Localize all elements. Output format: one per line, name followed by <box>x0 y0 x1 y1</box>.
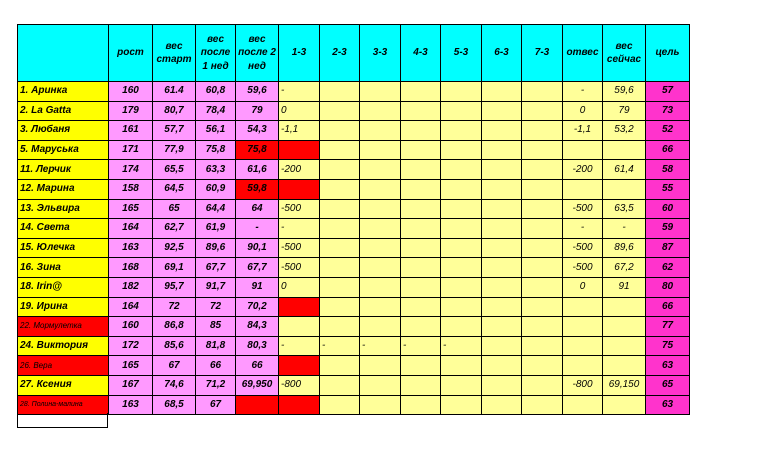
header-weight-week2: вес после 2 нед <box>236 25 279 82</box>
cell-otv: -500 <box>563 238 603 258</box>
cell-d3 <box>360 395 401 415</box>
cell-goal: 52 <box>646 121 690 141</box>
cell-w2: 84,3 <box>236 317 279 337</box>
cell-h: 165 <box>109 356 153 376</box>
cell-d4 <box>401 297 441 317</box>
cell-d4 <box>401 160 441 180</box>
cell-d6 <box>482 82 522 102</box>
cell-s: 72 <box>153 297 196 317</box>
cell-d7 <box>522 199 563 219</box>
cell-goal: 80 <box>646 277 690 297</box>
cell-d2 <box>320 101 360 121</box>
cell-d7 <box>522 375 563 395</box>
cell-now: 91 <box>603 277 646 297</box>
cell-d2 <box>320 121 360 141</box>
cell-d4 <box>401 356 441 376</box>
cell-d2 <box>320 297 360 317</box>
cell-w2: 61,6 <box>236 160 279 180</box>
header-height: рост <box>109 25 153 82</box>
cell-d1 <box>279 395 320 415</box>
cell-s: 95,7 <box>153 277 196 297</box>
cell-d6 <box>482 219 522 239</box>
cell-d6 <box>482 140 522 160</box>
cell-d5 <box>441 199 482 219</box>
cell-w2: 64 <box>236 199 279 219</box>
cell-d5 <box>441 82 482 102</box>
cell-d3 <box>360 160 401 180</box>
cell-d5 <box>441 317 482 337</box>
participant-name: 11. Лерчик <box>18 160 109 180</box>
cell-d3 <box>360 140 401 160</box>
cell-d2 <box>320 277 360 297</box>
participant-name: 15. Юлечка <box>18 238 109 258</box>
cell-goal: 55 <box>646 179 690 199</box>
cell-w2: 67,7 <box>236 258 279 278</box>
cell-d2 <box>320 356 360 376</box>
cell-s: 67 <box>153 356 196 376</box>
cell-otv <box>563 395 603 415</box>
cell-otv: -500 <box>563 258 603 278</box>
cell-d1: 0 <box>279 101 320 121</box>
cell-now: 63,5 <box>603 199 646 219</box>
cell-w2: 75,8 <box>236 140 279 160</box>
cell-d7 <box>522 160 563 180</box>
cell-now: 61,4 <box>603 160 646 180</box>
cell-d5 <box>441 238 482 258</box>
cell-d3 <box>360 179 401 199</box>
cell-w1: 67 <box>196 395 236 415</box>
table-row <box>18 395 690 415</box>
cell-d4 <box>401 258 441 278</box>
cell-h: 171 <box>109 140 153 160</box>
cell-goal: 73 <box>646 101 690 121</box>
participant-name: 12. Марина <box>18 179 109 199</box>
cell-d3 <box>360 375 401 395</box>
cell-otv: -500 <box>563 199 603 219</box>
cell-d2 <box>320 375 360 395</box>
cell-s: 80,7 <box>153 101 196 121</box>
table-row <box>18 179 690 199</box>
cell-d5 <box>441 101 482 121</box>
cell-d1: -800 <box>279 375 320 395</box>
header-weight-now: вес сейчас <box>603 25 646 82</box>
cell-goal: 66 <box>646 297 690 317</box>
cell-d1 <box>279 179 320 199</box>
cell-d4 <box>401 82 441 102</box>
header-weight-week1: вес после 1 нед <box>196 25 236 82</box>
cell-d3 <box>360 199 401 219</box>
cell-otv: - <box>563 219 603 239</box>
cell-now <box>603 395 646 415</box>
cell-goal: 59 <box>646 219 690 239</box>
cell-h: 168 <box>109 258 153 278</box>
cell-d6 <box>482 395 522 415</box>
cell-d6 <box>482 101 522 121</box>
table-row <box>18 199 690 219</box>
cell-d5 <box>441 297 482 317</box>
cell-now <box>603 297 646 317</box>
cell-otv <box>563 317 603 337</box>
cell-w1: 78,4 <box>196 101 236 121</box>
cell-h: 164 <box>109 219 153 239</box>
cell-d1: - <box>279 336 320 356</box>
cell-d2 <box>320 395 360 415</box>
cell-d4 <box>401 101 441 121</box>
header-week3-day3: 3-3 <box>360 25 401 82</box>
cell-w2 <box>236 395 279 415</box>
cell-d7 <box>522 140 563 160</box>
participant-name: 24. Виктория <box>18 336 109 356</box>
header-week3-day7: 7-3 <box>522 25 563 82</box>
cell-d2 <box>320 160 360 180</box>
table-row <box>18 219 690 239</box>
cell-d2 <box>320 179 360 199</box>
cell-otv <box>563 297 603 317</box>
cell-now: 69,150 <box>603 375 646 395</box>
cell-d4: - <box>401 336 441 356</box>
cell-w1: 66 <box>196 356 236 376</box>
cell-d6 <box>482 317 522 337</box>
header-week3-day4: 4-3 <box>401 25 441 82</box>
cell-w1: 75,8 <box>196 140 236 160</box>
cell-d7 <box>522 336 563 356</box>
cell-d4 <box>401 121 441 141</box>
cell-d4 <box>401 179 441 199</box>
table-row <box>18 238 690 258</box>
cell-d2 <box>320 258 360 278</box>
participant-name: 22. Мормулетка <box>18 317 109 337</box>
cell-otv: -800 <box>563 375 603 395</box>
cell-w1: 67,7 <box>196 258 236 278</box>
cell-d4 <box>401 140 441 160</box>
cell-d7 <box>522 356 563 376</box>
cell-d5 <box>441 277 482 297</box>
cell-goal: 57 <box>646 82 690 102</box>
cell-d4 <box>401 395 441 415</box>
header-week3-day1: 1-3 <box>279 25 320 82</box>
cell-now <box>603 356 646 376</box>
cell-d1 <box>279 356 320 376</box>
table-row <box>18 101 690 121</box>
cell-h: 158 <box>109 179 153 199</box>
cell-goal: 63 <box>646 395 690 415</box>
cell-d2 <box>320 219 360 239</box>
cell-w2: 69,950 <box>236 375 279 395</box>
table-row <box>18 160 690 180</box>
cell-goal: 87 <box>646 238 690 258</box>
cell-d4 <box>401 199 441 219</box>
cell-s: 69,1 <box>153 258 196 278</box>
cell-d7 <box>522 395 563 415</box>
header-week3-day5: 5-3 <box>441 25 482 82</box>
cell-otv: -200 <box>563 160 603 180</box>
cell-goal: 60 <box>646 199 690 219</box>
weight-loss-table <box>17 24 690 415</box>
cell-goal: 62 <box>646 258 690 278</box>
cell-h: 160 <box>109 82 153 102</box>
cell-s: 57,7 <box>153 121 196 141</box>
cell-now: 89,6 <box>603 238 646 258</box>
participant-name: 3. Любаня <box>18 121 109 141</box>
cell-now <box>603 179 646 199</box>
cell-d6 <box>482 297 522 317</box>
cell-h: 167 <box>109 375 153 395</box>
cell-d1: -500 <box>279 238 320 258</box>
cell-h: 172 <box>109 336 153 356</box>
cell-d3 <box>360 317 401 337</box>
cell-h: 163 <box>109 238 153 258</box>
cell-s: 86,8 <box>153 317 196 337</box>
cell-w1: 61,9 <box>196 219 236 239</box>
cell-w1: 72 <box>196 297 236 317</box>
cell-d4 <box>401 277 441 297</box>
cell-s: 62,7 <box>153 219 196 239</box>
cell-d3 <box>360 101 401 121</box>
header-cell-blank <box>18 25 109 82</box>
cell-d1: -200 <box>279 160 320 180</box>
cell-otv: -1,1 <box>563 121 603 141</box>
header-week3-day2: 2-3 <box>320 25 360 82</box>
cell-d3 <box>360 356 401 376</box>
cell-d1: 0 <box>279 277 320 297</box>
cell-d5 <box>441 160 482 180</box>
cell-d5 <box>441 140 482 160</box>
cell-d3 <box>360 277 401 297</box>
cell-d5: - <box>441 336 482 356</box>
cell-otv <box>563 336 603 356</box>
cell-w1: 89,6 <box>196 238 236 258</box>
cell-w2: 70,2 <box>236 297 279 317</box>
cell-d1 <box>279 317 320 337</box>
cell-w2: 91 <box>236 277 279 297</box>
cell-s: 64,5 <box>153 179 196 199</box>
cell-d2 <box>320 82 360 102</box>
cell-d7 <box>522 317 563 337</box>
cell-d7 <box>522 238 563 258</box>
cell-s: 68,5 <box>153 395 196 415</box>
cell-d6 <box>482 238 522 258</box>
participant-name: 14. Света <box>18 219 109 239</box>
table-row <box>18 356 690 376</box>
cell-now: 67,2 <box>603 258 646 278</box>
table-row <box>18 121 690 141</box>
cell-d7 <box>522 101 563 121</box>
cell-w1: 81,8 <box>196 336 236 356</box>
cell-d7 <box>522 297 563 317</box>
participant-name: 1. Аринка <box>18 82 109 102</box>
cell-d7 <box>522 121 563 141</box>
cell-w1: 60,9 <box>196 179 236 199</box>
cell-d7 <box>522 258 563 278</box>
header-weight-start: вес старт <box>153 25 196 82</box>
cell-otv: 0 <box>563 277 603 297</box>
cell-w2: 79 <box>236 101 279 121</box>
cell-d7 <box>522 219 563 239</box>
participant-name: 19. Ирина <box>18 297 109 317</box>
cell-s: 74,6 <box>153 375 196 395</box>
cell-d6 <box>482 121 522 141</box>
table-row <box>18 277 690 297</box>
participant-name: 26. Вера <box>18 356 109 376</box>
cell-w1: 64,4 <box>196 199 236 219</box>
cell-d3 <box>360 121 401 141</box>
cell-d2 <box>320 238 360 258</box>
cell-d6 <box>482 336 522 356</box>
cell-h: 174 <box>109 160 153 180</box>
cell-w2: 59,6 <box>236 82 279 102</box>
cell-d1: -500 <box>279 258 320 278</box>
cell-d5 <box>441 395 482 415</box>
cell-d5 <box>441 258 482 278</box>
participant-name: 18. Irin@ <box>18 277 109 297</box>
cell-goal: 75 <box>646 336 690 356</box>
header-loss: отвес <box>563 25 603 82</box>
cell-w2: 80,3 <box>236 336 279 356</box>
cell-d4 <box>401 317 441 337</box>
table-row <box>18 140 690 160</box>
cell-h: 165 <box>109 199 153 219</box>
cell-now: 53,2 <box>603 121 646 141</box>
cell-d3 <box>360 82 401 102</box>
cell-d6 <box>482 160 522 180</box>
header-week3-day6: 6-3 <box>482 25 522 82</box>
table-row <box>18 336 690 356</box>
cell-w2: 54,3 <box>236 121 279 141</box>
cell-d3 <box>360 297 401 317</box>
cell-d2: - <box>320 336 360 356</box>
cell-otv <box>563 140 603 160</box>
cell-d7 <box>522 82 563 102</box>
cell-w2: 59,8 <box>236 179 279 199</box>
cell-d1 <box>279 140 320 160</box>
cell-d4 <box>401 219 441 239</box>
cell-d5 <box>441 356 482 376</box>
cell-d5 <box>441 375 482 395</box>
table-row <box>18 258 690 278</box>
cell-s: 61.4 <box>153 82 196 102</box>
cell-d6 <box>482 356 522 376</box>
cell-otv: - <box>563 82 603 102</box>
cell-d7 <box>522 179 563 199</box>
cell-d5 <box>441 121 482 141</box>
cell-d4 <box>401 375 441 395</box>
participant-name: 16. Зина <box>18 258 109 278</box>
cell-d6 <box>482 375 522 395</box>
participant-name: 27. Ксения <box>18 375 109 395</box>
cell-h: 179 <box>109 101 153 121</box>
cell-w1: 85 <box>196 317 236 337</box>
header-goal: цель <box>646 25 690 82</box>
cell-w1: 71,2 <box>196 375 236 395</box>
cell-w2: - <box>236 219 279 239</box>
cell-w1: 56,1 <box>196 121 236 141</box>
participant-name: 13. Эльвира <box>18 199 109 219</box>
cell-d2 <box>320 317 360 337</box>
cell-goal: 65 <box>646 375 690 395</box>
cell-w1: 91,7 <box>196 277 236 297</box>
cell-d3 <box>360 238 401 258</box>
cell-goal: 77 <box>646 317 690 337</box>
cell-s: 85,6 <box>153 336 196 356</box>
cell-goal: 63 <box>646 356 690 376</box>
cell-d6 <box>482 258 522 278</box>
cell-d2 <box>320 199 360 219</box>
cell-s: 77,9 <box>153 140 196 160</box>
cell-w2: 90,1 <box>236 238 279 258</box>
cell-d1 <box>279 297 320 317</box>
cell-h: 161 <box>109 121 153 141</box>
cell-d7 <box>522 277 563 297</box>
cell-goal: 58 <box>646 160 690 180</box>
cell-otv <box>563 356 603 376</box>
cell-now: 79 <box>603 101 646 121</box>
participant-name: 28. Полина-малина <box>18 395 109 415</box>
cell-w2: 66 <box>236 356 279 376</box>
cell-d6 <box>482 179 522 199</box>
cell-d1: -1,1 <box>279 121 320 141</box>
cell-d3 <box>360 219 401 239</box>
cell-otv <box>563 179 603 199</box>
cell-d1: -500 <box>279 199 320 219</box>
cell-d5 <box>441 219 482 239</box>
cell-d3 <box>360 258 401 278</box>
cell-now: - <box>603 219 646 239</box>
cell-s: 92,5 <box>153 238 196 258</box>
cell-now <box>603 140 646 160</box>
empty-cell-below <box>17 413 108 428</box>
table-row <box>18 82 690 102</box>
cell-d5 <box>441 179 482 199</box>
cell-h: 164 <box>109 297 153 317</box>
cell-h: 163 <box>109 395 153 415</box>
cell-now <box>603 336 646 356</box>
table-row <box>18 297 690 317</box>
table-row <box>18 317 690 337</box>
table-row <box>18 375 690 395</box>
participant-name: 5. Маруська <box>18 140 109 160</box>
cell-d3: - <box>360 336 401 356</box>
cell-h: 160 <box>109 317 153 337</box>
cell-now <box>603 317 646 337</box>
header-row <box>18 25 690 82</box>
cell-d1: - <box>279 219 320 239</box>
cell-s: 65 <box>153 199 196 219</box>
cell-goal: 66 <box>646 140 690 160</box>
cell-d1: - <box>279 82 320 102</box>
cell-h: 182 <box>109 277 153 297</box>
cell-w1: 63,3 <box>196 160 236 180</box>
cell-s: 65,5 <box>153 160 196 180</box>
participant-name: 2. La Gatta <box>18 101 109 121</box>
cell-d4 <box>401 238 441 258</box>
cell-w1: 60,8 <box>196 82 236 102</box>
cell-now: 59,6 <box>603 82 646 102</box>
cell-d2 <box>320 140 360 160</box>
cell-d6 <box>482 199 522 219</box>
cell-d6 <box>482 277 522 297</box>
cell-otv: 0 <box>563 101 603 121</box>
